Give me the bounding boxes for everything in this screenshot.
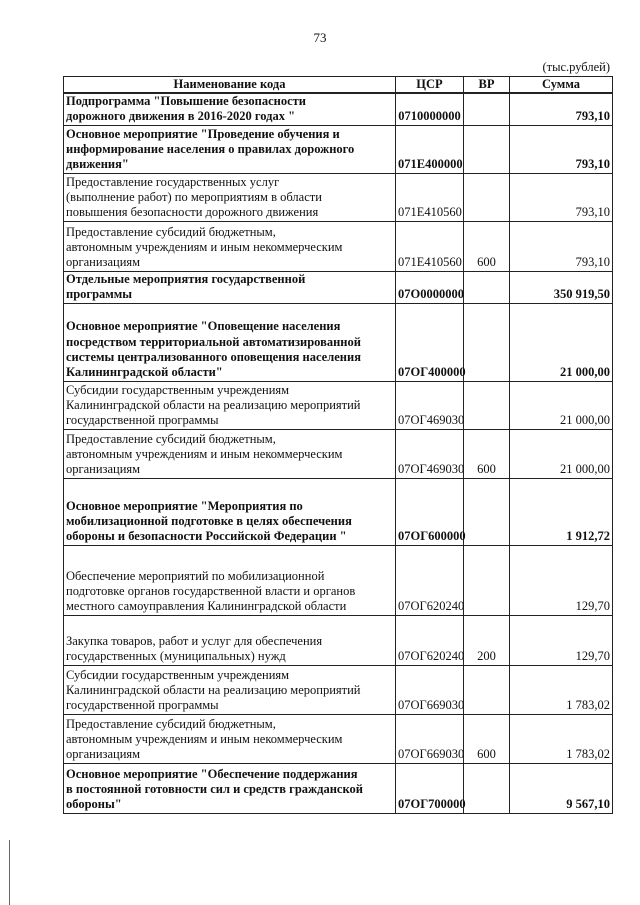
table-row: [64, 303, 613, 381]
name-cell: Основное мероприятие "Проведение обучения и информирование населения о правилах дорожного движения": [64, 125, 396, 173]
sum-cell: 1 783,02: [510, 665, 613, 714]
sum-cell: 129,70: [510, 545, 613, 615]
name-cell: Предоставление государственных услуг (выполнение работ) по мероприятиям в области повышения безопасности дорожного движения: [64, 173, 396, 221]
sum-cell: 1 912,72: [510, 478, 613, 545]
sum-cell: 21 000,00: [510, 303, 613, 381]
vr-cell: [464, 125, 510, 173]
sum-cell: 793,10: [510, 125, 613, 173]
units-note: (тыс.рублей): [542, 60, 610, 74]
csr-cell: 07ОГ620240: [396, 545, 464, 615]
csr-cell: 07ОГ669030: [396, 665, 464, 714]
csr-cell: 07ОГ469030: [396, 381, 464, 429]
vr-cell: [464, 173, 510, 221]
table-row: [64, 478, 613, 545]
vr-cell: [464, 271, 510, 303]
csr-cell: 07ОГ469030: [396, 429, 464, 478]
name-cell: Закупка товаров, работ и услуг для обеспечения государственных (муниципальных) нужд: [64, 615, 396, 665]
csr-cell: 0710000000: [396, 93, 464, 125]
name-cell: Предоставление субсидий бюджетным, автономным учреждениям и иным некоммерческим организациям: [64, 221, 396, 271]
csr-cell: 071E410560: [396, 173, 464, 221]
table-row: [64, 93, 613, 125]
table-row: [64, 173, 613, 221]
vr-cell: 200: [464, 615, 510, 665]
name-cell: Основное мероприятие "Обеспечение поддержания в постоянной готовности сил и средств гражданской обороны": [64, 763, 396, 813]
vr-cell: [464, 93, 510, 125]
sum-cell: 793,10: [510, 173, 613, 221]
vr-cell: 600: [464, 714, 510, 763]
sum-cell: 1 783,02: [510, 714, 613, 763]
vr-cell: [464, 665, 510, 714]
vr-cell: [464, 381, 510, 429]
vr-cell: 600: [464, 221, 510, 271]
table-row: [64, 763, 613, 813]
sum-cell: 793,10: [510, 93, 613, 125]
name-cell: Предоставление субсидий бюджетным, автономным учреждениям и иным некоммерческим организациям: [64, 429, 396, 478]
table-row: [64, 615, 613, 665]
csr-cell: 07ОГ620240: [396, 615, 464, 665]
name-cell: Основное мероприятие "Мероприятия по мобилизационной подготовке в целях обеспечения обороны и безопасности Российской Федерации ": [64, 478, 396, 545]
table-row: [64, 665, 613, 714]
table-body: [64, 93, 613, 813]
name-cell: Подпрограмма "Повышение безопасности дорожного движения в 2016-2020 годах ": [64, 93, 396, 125]
name-cell: Обеспечение мероприятий по мобилизационной подготовке органов государственной власти и органов местного самоуправления Калининградской области: [64, 545, 396, 615]
sum-cell: 793,10: [510, 221, 613, 271]
sum-cell: 21 000,00: [510, 381, 613, 429]
csr-cell: 07ОГ600000: [396, 478, 464, 545]
vr-cell: [464, 478, 510, 545]
margin-line: [9, 840, 10, 905]
sum-cell: 21 000,00: [510, 429, 613, 478]
vr-cell: [464, 303, 510, 381]
table-row: [64, 714, 613, 763]
csr-cell: 071E410560: [396, 221, 464, 271]
budget-table: [63, 76, 613, 814]
table-header-row: [64, 77, 613, 94]
table-row: [64, 381, 613, 429]
csr-cell: 071E400000: [396, 125, 464, 173]
table-row: [64, 545, 613, 615]
csr-cell: 07ОГ700000: [396, 763, 464, 813]
table-row: [64, 221, 613, 271]
csr-cell: 07О0000000: [396, 271, 464, 303]
name-cell: Субсидии государственным учреждениям Калининградской области на реализацию мероприятий государственной программы: [64, 665, 396, 714]
name-cell: Основное мероприятие "Оповещение населения посредством территориальной автоматизированной системы централизованного оповещения населения Калининградской области": [64, 303, 396, 381]
sum-cell: 129,70: [510, 615, 613, 665]
sum-cell: 9 567,10: [510, 763, 613, 813]
header-sum: Сумма: [510, 77, 613, 94]
table-row: [64, 271, 613, 303]
page-number: 73: [313, 30, 327, 45]
csr-cell: 07ОГ400000: [396, 303, 464, 381]
name-cell: Субсидии государственным учреждениям Калининградской области на реализацию мероприятий государственной программы: [64, 381, 396, 429]
header-vr: ВР: [464, 77, 510, 94]
vr-cell: [464, 763, 510, 813]
header-csr: ЦСР: [396, 77, 464, 94]
name-cell: Предоставление субсидий бюджетным, автономным учреждениям и иным некоммерческим организациям: [64, 714, 396, 763]
vr-cell: 600: [464, 429, 510, 478]
csr-cell: 07ОГ669030: [396, 714, 464, 763]
sum-cell: 350 919,50: [510, 271, 613, 303]
name-cell: Отдельные мероприятия государственной программы: [64, 271, 396, 303]
header-name: Наименование кода: [64, 77, 396, 94]
table-row: [64, 125, 613, 173]
vr-cell: [464, 545, 510, 615]
table-row: [64, 429, 613, 478]
